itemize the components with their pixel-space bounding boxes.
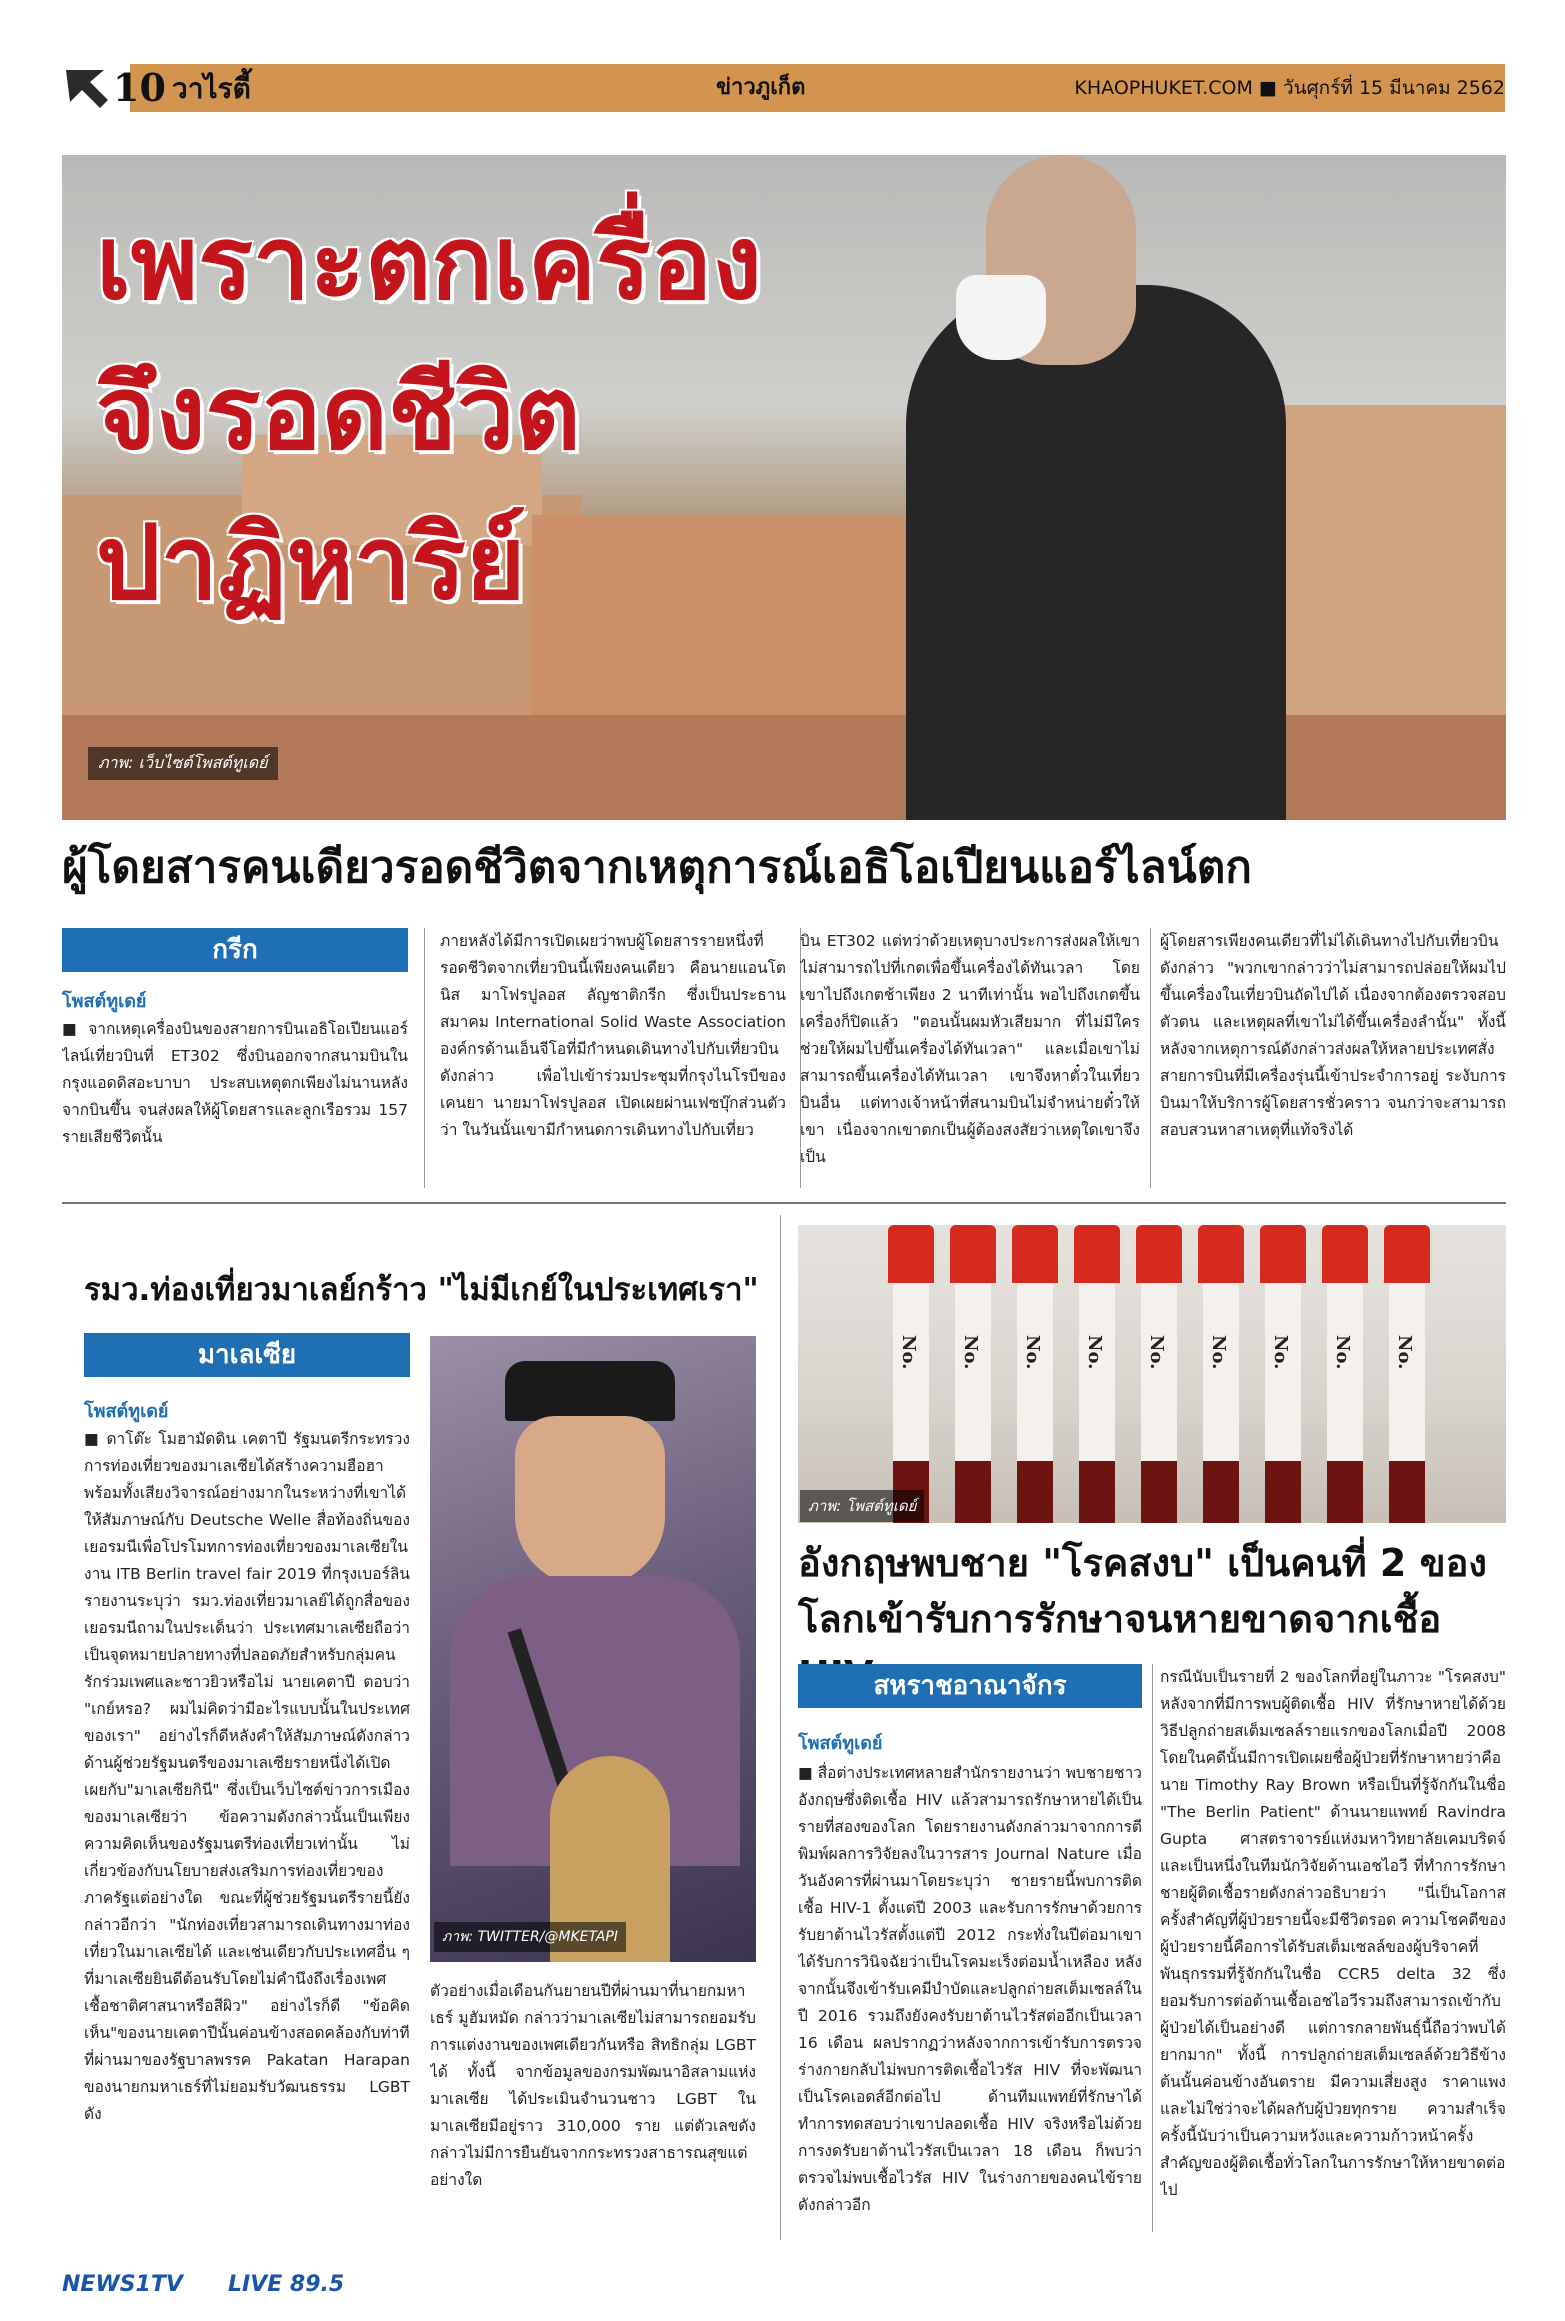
story-column: ■ จากเหตุเครื่องบินของสายการบินเอธิโอเปียนแอร์ไลน์เที่ยวบินที่ ET302 ซึ่งบินออกจากสนามบินในกรุงแอดดิสอะบาบา ประสบเหตุตกเพียงไม่นานหลังจากบินขึ้น จนส่งผลให้ผู้โดยสารและลูกเรือรวม 157 รายเสียชีวิตนั้น [62, 1020, 408, 1146]
byline: โพสต์ทูเดย์ [62, 991, 147, 1012]
column-rule [1150, 928, 1151, 1188]
tube-label: No. [1084, 1335, 1105, 1370]
test-tube [1322, 1225, 1368, 1523]
section-title: วาไรตี้ [172, 72, 251, 105]
test-tube [1384, 1225, 1430, 1523]
location-bar: มาเลเซีย [84, 1333, 410, 1377]
live-radio-logo: LIVE 89.5 [228, 2272, 345, 2297]
teacup-icon [956, 275, 1046, 360]
story-column: ภายหลังได้มีการเปิดเผยว่าพบผู้โดยสารรายหนึ่งที่รอดชีวิตจากเที่ยวบินนี้เพียงคนเดียว คือนายแอนโตนิส มาโฟรปูลอส ลัญชาติกรีก ซึ่งเป็นประธานสมาคม International Solid Waste Association องค์กรด้านเอ็นจีโอที่มีกำหนดเดินทางไปกับเที่ยวบินดังกล่าว เพื่อไปเข้าร่วมประชุมที่กรุงไนโรบีของเคนยา นายมาโฟรปูลอส เปิดเผยผ่านเฟซบุ๊กส่วนตัวว่า ในวันนั้นเขามีกำหนดการเดินทางไปกับเที่ยว [440, 932, 786, 1139]
news1-tv-logo: NEWS1TV [62, 2272, 183, 2297]
publication-info [1074, 64, 1505, 112]
story-column: ■ สื่อต่างประเทศหลายสำนักรายงานว่า พบชายชาวอังกฤษซึ่งติดเชื้อ HIV แล้วสามารถรักษาหายได้เป็นรายที่สองของโลก โดยรายงานดังกล่าวมาจากการตีพิมพ์ผลการวิจัยลงในวารสาร Journal Nature เมื่อวันอังคารที่ผ่านมาโดยระบุว่า ชายรายนี้พบการติดเชื้อ HIV-1 ตั้งแต่ปี 2003 และรับการรักษาด้วยการรับยาต้านไวรัสตั้งแต่ปี 2012 กระทั่งในปีต่อมาเขาได้รับการวินิจฉัยว่าเป็นโรคมะเร็งต่อมน้ำเหลือง หลังจากนั้นจึงเข้ารับเคมีบำบัดและปลูกถ่ายสเต็มเซลล์ในปี 2016 รวมถึงยังคงรับยาต้านไวรัสต่ออีกเป็นเวลา 16 เดือน ผลปรากฏว่าหลังจากการเข้ารับการตรวจร่างกายกลับไม่พบการติดเชื้อไวรัส HIV ที่จะพัฒนาเป็นโรคเอดส์อีกต่อไป ด้านทีมแพทย์ที่รักษาได้ทำการทดสอบว่าเขาปลอดเชื้อ HIV จริงหรือไม่ด้วยการงดรับยาต้านไวรัสเป็นเวลา 18 เดือน ก็พบว่าตรวจไม่พบเชื้อไวรัส HIV ในร่างกายของคนไข้รายดังกล่าวอีก [798, 1764, 1142, 2214]
newspaper-logo: ข่าวภูเก็ต [716, 75, 806, 100]
story-column: ตัวอย่างเมื่อเดือนกันยายนปีที่ผ่านมาที่นายกมหาเธร์ มูฮัมหมัด กล่าวว่ามาเลเซียไม่สามารถยอมรับการแต่งงานของเพศเดียวกันหรือ สิทธิกลุ่ม LGBT ได้ ทั้งนี้ จากข้อมูลของกรมพัฒนาอิสลามแห่งมาเลเซีย ได้ประเมินจำนวนชาว LGBT ในมาเลเซียมีอยู่ราว 310,000 ราย แต่ตัวเลขดังกล่าวไม่มีการยืนยันจากกระทรวงสาธารณสุขแต่อย่างใด [430, 1982, 756, 2189]
column-rule [424, 928, 425, 1188]
photo-credit: ภาพ: เว็บไซต์โพสต์ทูเดย์ [88, 747, 278, 780]
column-rule [1152, 1664, 1153, 2232]
issue-date: วันศุกร์ที่ 15 มีนาคม 2562 [1282, 77, 1505, 99]
test-tube [888, 1225, 934, 1523]
minister-face [515, 1416, 665, 1586]
tube-label: No. [1146, 1335, 1167, 1370]
test-tube [950, 1225, 996, 1523]
square-icon: ■ [1258, 77, 1277, 99]
headline-line-1: เพราะตกเครื่อง [96, 204, 762, 323]
test-tube [1136, 1225, 1182, 1523]
byline: โพสต์ทูเดย์ [798, 1733, 883, 1754]
tube-label: No. [1332, 1335, 1353, 1370]
headline-line-3: ปาฏิหาริย์ [96, 504, 526, 623]
songkok-hat [505, 1361, 675, 1421]
page-number: 10 [113, 65, 166, 110]
column-rule [780, 1215, 781, 2240]
headline-line-2: จึงรอดชีวิต [96, 354, 581, 473]
location-bar: สหราชอาณาจักร [798, 1664, 1142, 1708]
byline: โพสต์ทูเดย์ [84, 1401, 169, 1422]
test-tube [1260, 1225, 1306, 1523]
story-headline: รมว.ท่องเที่ยวมาเลย์กร้าว "ไม่มีเกย์ในประเทศเรา" [84, 1272, 759, 1308]
rooftop-shape [62, 715, 1506, 820]
story-column: กรณีนับเป็นรายที่ 2 ของโลกที่อยู่ในภาวะ "โรคสงบ" หลังจากที่มีการพบผู้ติดเชื้อ HIV ที่รักษาหายได้ด้วยวิธีปลูกถ่ายสเต็มเซลล์รายแรกของโลกเมื่อปี 2008 โดยในคดีนั้นมีการเปิดเผยชื่อผู้ป่วยที่รักษาหายว่าคือนาย Timothy Ray Brown หรือเป็นที่รู้จักกันในชื่อ "The Berlin Patient" ด้านนายแพทย์ Ravindra Gupta ศาสตราจารย์แห่งมหาวิทยาลัยเคมบริดจ์ และเป็นหนึ่งในทีมนักวิจัยด้านเอชไอวี ที่ทำการรักษาชายผู้ติดเชื้อรายดังกล่าวอธิบายว่า "นี่เป็นโอกาสครั้งสำคัญที่ผู้ป่วยรายนี้จะมีชีวิตรอด ความโชคดีของผู้ป่วยรายนี้คือการได้รับสเต็มเซลล์ของผู้บริจาคที่พันธุกรรมที่รู้จักกันในชื่อ CCR5 delta 32 ซึ่งยอมรับการต่อต้านเชื้อเอชไอวีรวมถึงสามารถเข้ากับผู้ป่วยได้เป็นอย่างดี แต่การกลายพันธุ์นี้ถือว่าพบได้ยากมาก" ทั้งนี้ การปลูกถ่ายสเต็มเซลล์ด้วยวิธีข้างต้นนั้นค่อนข้างอันตราย มีความเสี่ยงสูง ราคาแพง และไม่ใช่ว่าจะได้ผลกับผู้ป่วยทุกราย ความสำเร็จครั้งนี้นับว่าเป็นความหวังและความก้าวหน้าครั้งสำคัญของผู้ติดเชื้อทั่วโลกในการรักษาให้หายขาดต่อไป [1160, 1668, 1506, 2199]
test-tube [1198, 1225, 1244, 1523]
story-headline: อังกฤษพบชาย "โรคสงบ" เป็นคนที่ 2 ของโลกเข้ารับการรักษาจนหายขาดจากเชื้อ [798, 1541, 1487, 1641]
tube-label: No. [1208, 1335, 1229, 1370]
location-bar: กรีก [62, 928, 408, 972]
story-subheadline: ผู้โดยสารคนเดียวรอดชีวิตจากเหตุการณ์เอธิโอเปียนแอร์ไลน์ตก [62, 842, 1252, 893]
tube-label: No. [1270, 1335, 1291, 1370]
story-column: ผู้โดยสารเพียงคนเดียวที่ไม่ได้เดินทางไปกับเที่ยวบินดังกล่าว "พวกเขากล่าวว่าไม่สามารถปล่อยให้ผมไปขึ้นเครื่องในเที่ยวบินถัดไปได้ เนื่องจากต้องตรวจสอบตัวตน และเหตุผลที่เขาไม่ได้ขึ้นเครื่องลำนั้น" ทั้งนี้ หลังจากเหตุการณ์ดังกล่าวส่งผลให้หลายประเทศสั่งสายการบินที่มีเครื่องรุ่นนี้เข้าประจำการอยู่ ระงับการบินมาให้บริการผู้โดยสารชั่วคราว จนกว่าจะสามารถสอบสวนหาสาเหตุที่แท้จริงได้ [1160, 932, 1506, 1139]
test-tube [1074, 1225, 1120, 1523]
tube-label: No. [1394, 1335, 1415, 1370]
website-link[interactable]: KHAOPHUKET.COM [1074, 77, 1253, 99]
tube-label: No. [898, 1335, 919, 1370]
story-column: ■ ดาโต๊ะ โมฮามัดดิน เคตาปี รัฐมนตรีกระทรวงการท่องเที่ยวของมาเลเซียได้สร้างความฮือฮาพร้อมทั้งเสียงวิจารณ์อย่างมากในระหว่างที่เขาได้ให้สัมภาษณ์กับ Deutsche Welle สื่อท้องถิ่นของเยอรมนีเพื่อโปรโมทการท่องเที่ยวของมาเลเซียในงาน ITB Berlin travel fair 2019 ที่กรุงเบอร์ลิน รายงานระบุว่า รมว.ท่องเที่ยวมาเลย์ได้ถูกสื่อของเยอรมนีถามในประเด็นว่า ประเทศมาเลเซียถือว่าเป็นจุดหมายปลายทางที่ปลอดภัยสำหรับกลุ่มคนรักร่วมเพศและชาวยิวหรือไม่ นายเคตาปี ตอบว่า "เกย์หรอ? ผมไม่คิดว่ามีอะไรแบบนั้นในประเทศของเรา" อย่างไรก็ดีหลังคำให้สัมภาษณ์ดังกล่าว ด้านผู้ช่วยรัฐมนตรีของมาเลเซียรายหนึ่งได้เปิดเผยกับ"มาเลเซียกินี" ซึ่งเป็นเว็บไซต์ข่าวการเมืองของมาเลเซียว่า ข้อความดังกล่าวนั้นเป็นเพียงความคิดเห็นของรัฐมนตรีท่องเที่ยวเท่านั้น ไม่เกี่ยวข้องกับนโยบายส่งเสริมการท่องเที่ยวของภาครัฐแต่อย่างใด ขณะที่ผู้ช่วยรัฐมนตรีรายนี้ยังกล่าวอีกว่า "นักท่องเที่ยวสามารถเดินทางมาท่องเที่ยวในมาเลเซียได้ และเช่นเดียวกับประเทศอื่น ๆ ที่มาเลเซียยินดีต้อนรับโดยไม่คำนึงถึงเรื่องเพศ เชื้อชาติศาสนาหรือสีผิว" อย่างไรก็ดี "ข้อคิดเห็น"ของนายเคตาปีนั้นค่อนข้างสอดคล้องกับท่าทีที่ผ่านมาของรัฐบาลพรรค Pakatan Harapan ของนายกมหาเธร์ที่ไม่ยอมรับวัฒนธรรม LGBT ดัง [84, 1430, 410, 2123]
tube-label: No. [960, 1335, 981, 1370]
photo-credit: ภาพ: โพสต์ทูเดย์ [800, 1490, 924, 1522]
story-column: บิน ET302 แต่ทว่าด้วยเหตุบางประการส่งผลให้เขาไม่สามารถไปที่เกตเพื่อขึ้นเครื่องได้ทันเวลา โดยเขาไปถึงเกตช้าเพียง 2 นาทีเท่านั้น พอไปถึงเกตขึ้นเครื่องก็ปิดแล้ว "ตอนนั้นผมหัวเสียมาก ที่ไม่มีใครช่วยให้ผมไปขึ้นเครื่องได้ทันเวลา" และเมื่อเขาไม่สามารถขึ้นเครื่องได้ทันเวลา เขาจึงหาตั๋วในเที่ยวบินอื่น แต่ทางเจ้าหน้าที่สนามบินไม่จำหน่ายตั๋วให้เขา เนื่องจากเขาตกเป็นผู้ต้องสงสัยว่าเหตุใดเขาจึงเป็น [800, 932, 1140, 1166]
minister-photo [430, 1336, 756, 1962]
test-tube [1012, 1225, 1058, 1523]
blood-tubes-photo [798, 1225, 1506, 1523]
man-figure [906, 285, 1286, 820]
section-divider [62, 1202, 1506, 1204]
photo-credit: ภาพ: TWITTER/@MKETAPI [434, 1922, 626, 1952]
tube-label: No. [1022, 1335, 1043, 1370]
